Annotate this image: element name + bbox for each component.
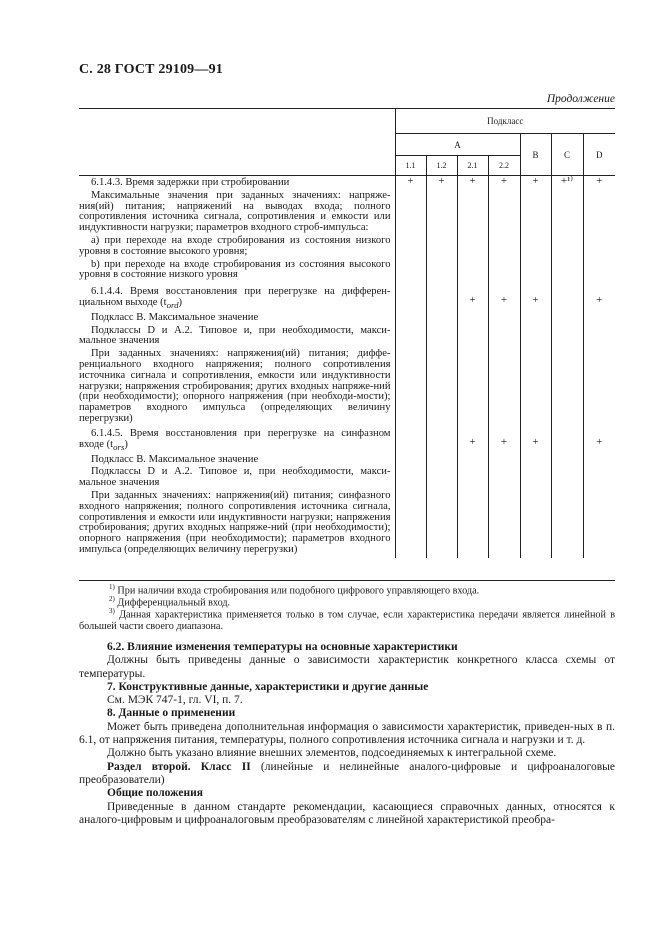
row-paragraph: При заданных значениях: напряжения(ий) питания; диффе-ренциального входного напряжения; полного сопротивления источника сигнала и сопротивления, емкости или индуктивности нагрузки; напряжения стробирования; других входных напряже-ний (при необходимости); опорного напряжения (при необходи-мости); параметров входного импульса (определяющих величину перегрузки) (79, 348, 391, 425)
mark-cell: + (583, 176, 615, 288)
mark-cell: + (457, 429, 488, 558)
header-empty-cell (79, 109, 395, 176)
mark-cell: + (457, 287, 488, 429)
mark-cell: + (488, 429, 520, 558)
row-title: 6.1.4.5. Время восстановления при перегрузке на синфазном входе $(t_{ors})$ (79, 427, 391, 452)
col-header-d: D (583, 134, 615, 176)
mark-cell: + (583, 429, 615, 558)
section-heading: 8. Данные о применении (107, 707, 236, 720)
mark-cell: +¹⁾ (551, 176, 583, 288)
mark-cell: + (426, 176, 457, 288)
col-header-a11: 1.1 (395, 156, 426, 176)
mark-cell (551, 287, 583, 429)
table-row (79, 429, 615, 558)
row-title: 6.1.4.3. Время задержки при стробировании (91, 177, 290, 188)
mark-cell: + (520, 429, 551, 558)
section-text: Может быть приведена дополнительная информация о зависимости характеристик, приведен-ных в п. 6.1, от напряжения питания, температуры, полного сопротивления источника сигнала и нагрузки и т. д. (79, 720, 615, 747)
row-paragraph: Максимальные значения при заданных значениях: напряже-ния(ий) питания; напряжений на выводах входа; полного сопротивления источника сигнала, сопротивления и емкости или индуктивности нагрузки; параметров входного строб-импульса: (79, 189, 391, 234)
page-title: С. 28 ГОСТ 29109—91 (79, 62, 223, 77)
mark-cell: + (520, 176, 551, 288)
table-row (79, 176, 615, 288)
footnote: $^{3)}$ Данная характеристика применяется только в том случае, если характеристика передачи является линейной в большей части своего диапазона. (79, 607, 615, 632)
row-paragraph: Подкласс B. Максимальное значение (91, 453, 259, 465)
row-paragraph: Подклассы D и A.2. Типовое и, при необходимости, макси-мальное значения (79, 466, 391, 489)
group-a-header: A (395, 134, 520, 156)
mark-cell (551, 429, 583, 558)
row-paragraph: При заданных значениях: напряжения(ий) питания; синфазного входного напряжения; полного сопротивления источника сигнала, сопротивления и емкости или индуктивности нагрузки; напряжения стробирования; других входных напряже-ний (при необходимости); опорного напряжения (при необходимости); параметров входного импульса (определяющих величину перегрузки) (79, 489, 391, 555)
table-row (79, 287, 615, 429)
section-heading: 6.2. Влияние изменения температуры на основные характеристики (107, 641, 458, 653)
footnote: $^{2)}$ Дифференциальный вход. (109, 595, 231, 609)
col-header-b: B (520, 134, 551, 176)
mark-cell: + (488, 287, 520, 429)
col-header-a12: 1.2 (426, 156, 457, 176)
footnote: $^{1)}$ При наличии входа стробирования или подобного цифрового управляющего входа. (109, 583, 480, 597)
row-paragraph: Подклассы D и A.2. Типовое и, при необходимости, макси-мальное значения (79, 324, 391, 347)
mark-cell: + (520, 287, 551, 429)
mark-cell: + (457, 176, 488, 288)
mark-cell: + (395, 176, 426, 288)
mark-cell (426, 287, 457, 429)
row-title: 6.1.4.4. Время восстановления при перегрузке на дифферен-циальном выходе $(t_{ord})$ (79, 286, 391, 311)
section-text: Должны быть приведены данные о зависимости характеристик конкретного класса схемы от температуры. (79, 654, 615, 680)
section-6-2 (79, 641, 615, 827)
table-bottom-rule (79, 580, 615, 581)
part-heading: Раздел второй. Класс II (линейные и нелинейные аналого-цифровые и цифроаналоговые преобразователи) (79, 760, 615, 786)
mark-cell: + (583, 287, 615, 429)
continuation-label: Продолжение (546, 93, 615, 105)
row-paragraph: Подкласс B. Максимальное значение (91, 311, 259, 323)
row-paragraph: а) при переходе на входе стробирования из состояния низкого уровня в состояние высокого уровня; (79, 234, 391, 257)
section-heading: Общие положения (107, 787, 203, 800)
section-text: См. МЭК 747-1, гл. VI, п. 7. (107, 694, 243, 707)
mark-cell (395, 287, 426, 429)
mark-cell (426, 429, 457, 558)
section-text: Должно быть указано влияние внешних элементов, подсоединяемых к интегральной схеме. (107, 747, 557, 760)
row-paragraph: b) при переходе на входе стробирования из состояния высокого уровня в состояние низкого уровня (79, 258, 391, 281)
section-text: Приведенные в данном стандарте рекомендации, касающиеся справочных данных, относятся к аналого-цифровым и цифроаналоговым преобразователям с линейной характеристикой преобра- (79, 800, 615, 826)
col-header-a21: 2.1 (457, 156, 488, 176)
subclass-header: Подкласс (395, 109, 615, 134)
mark-cell (395, 429, 426, 558)
section-heading: 7. Конструктивные данные, характеристики и другие данные (107, 680, 429, 693)
mark-cell: + (488, 176, 520, 288)
characteristics-table (79, 108, 615, 558)
col-header-a22: 2.2 (488, 156, 520, 176)
col-header-c: C (551, 134, 583, 176)
